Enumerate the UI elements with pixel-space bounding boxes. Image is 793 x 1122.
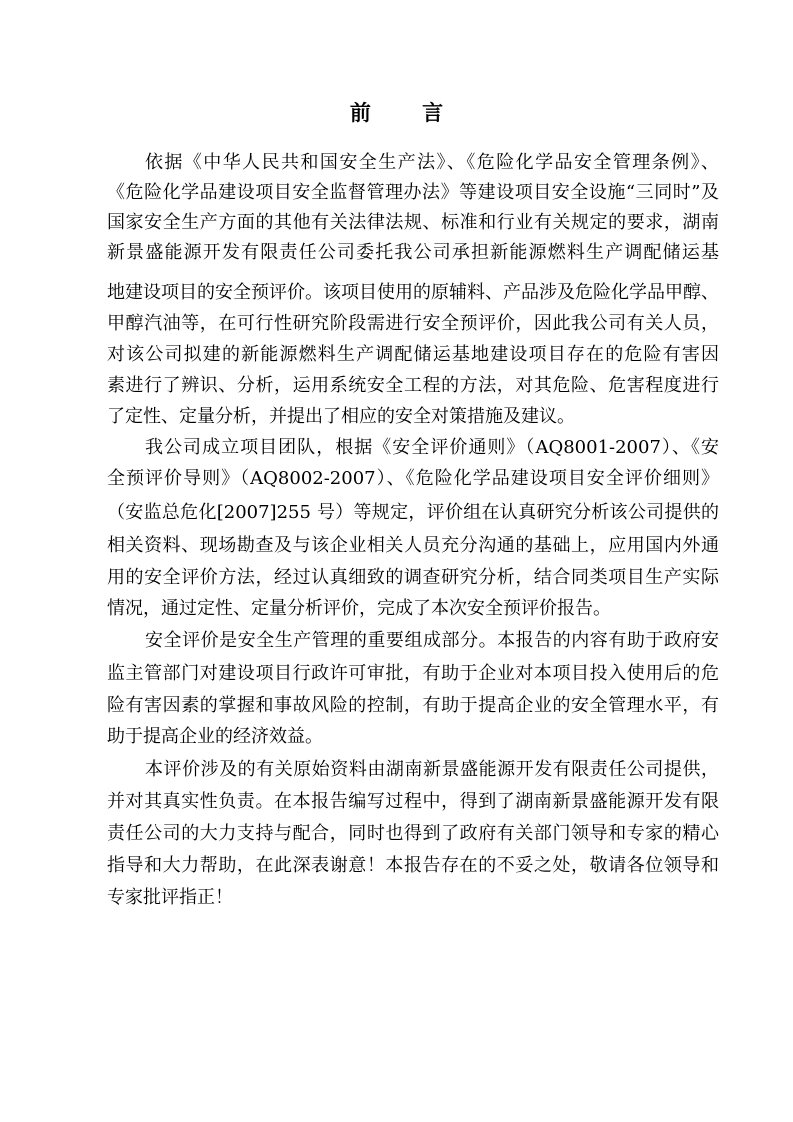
paragraph-4-line-3: 责任公司的大力支持与配合，同时也得到了政府有关部门领导和专家的精心 [107,823,719,844]
paragraph-3-line-3: 险有害因素的掌握和事故风险的控制，有助于提高企业的安全管理水平，有 [107,695,719,716]
paragraph-4-line-5: 专家批评指正！ [107,887,233,908]
page-title: 前 言 [349,100,466,125]
paragraph-2-line-5: 用的安全评价方法，经过认真细致的调查研究分析，结合同类项目生产实际 [107,567,719,588]
paragraph-2-line-2: 全预评价导则》（AQ8002-2007）、《危险化学品建设项目安全评价细则》 [107,468,719,489]
paragraph-4-line-2: 并对其真实性负责。在本报告编写过程中，得到了湖南新景盛能源开发有限 [107,791,719,812]
paragraph-1-line-4: 新景盛能源开发有限责任公司委托我公司承担新能源燃料生产调配储运基 [107,242,719,263]
paragraph-2-line-3: （安监总危化[2007]255 号）等规定，评价组在认真研究分析该公司提供的 [107,502,719,523]
paragraph-2-line-1: 我公司成立项目团队，根据《安全评价通则》（AQ8001-2007）、《安 [145,437,719,458]
paragraph-2-line-6: 情况，通过定性、定量分析评价，完成了本次安全预评价报告。 [107,598,611,619]
paragraph-1-line-6: 甲醇汽油等，在可行性研究阶段需进行安全预评价，因此我公司有关人员， [107,313,719,334]
paragraph-1-line-8: 素进行了辨识、分析，运用系统安全工程的方法，对其危险、危害程度进行 [107,375,719,396]
paragraph-4-line-1: 本评价涉及的有关原始资料由湖南新景盛能源开发有限责任公司提供， [145,759,719,780]
paragraph-1-line-3: 国家安全生产方面的其他有关法律法规、标准和行业有关规定的要求，湖南 [107,212,719,233]
paragraph-1-line-9: 了定性、定量分析，并提出了相应的安全对策措施及建议。 [107,406,575,427]
paragraph-3-line-4: 助于提高企业的经济效益。 [107,726,323,747]
paragraph-1-line-7: 对该公司拟建的新能源燃料生产调配储运基地建设项目存在的危险有害因 [107,344,719,365]
paragraph-3-line-1: 安全评价是安全生产管理的重要组成部分。本报告的内容有助于政府安 [145,630,719,651]
paragraph-4-line-4: 指导和大力帮助，在此深表谢意！本报告存在的不妥之处，敬请各位领导和 [107,855,719,876]
paragraph-1-line-1: 依据《中华人民共和国安全生产法》、《危险化学品安全管理条例》、 [145,152,719,173]
paragraph-2-line-4: 相关资料、现场勘查及与该企业相关人员充分沟通的基础上，应用国内外通 [107,535,719,556]
paragraph-1-line-5: 地建设项目的安全预评价。该项目使用的原辅料、产品涉及危险化学品甲醇、 [107,282,719,303]
paragraph-3-line-2: 监主管部门对建设项目行政许可审批，有助于企业对本项目投入使用后的危 [107,663,719,684]
paragraph-1-line-2: 《危险化学品建设项目安全监督管理办法》等建设项目安全设施“三同时”及 [107,182,719,203]
